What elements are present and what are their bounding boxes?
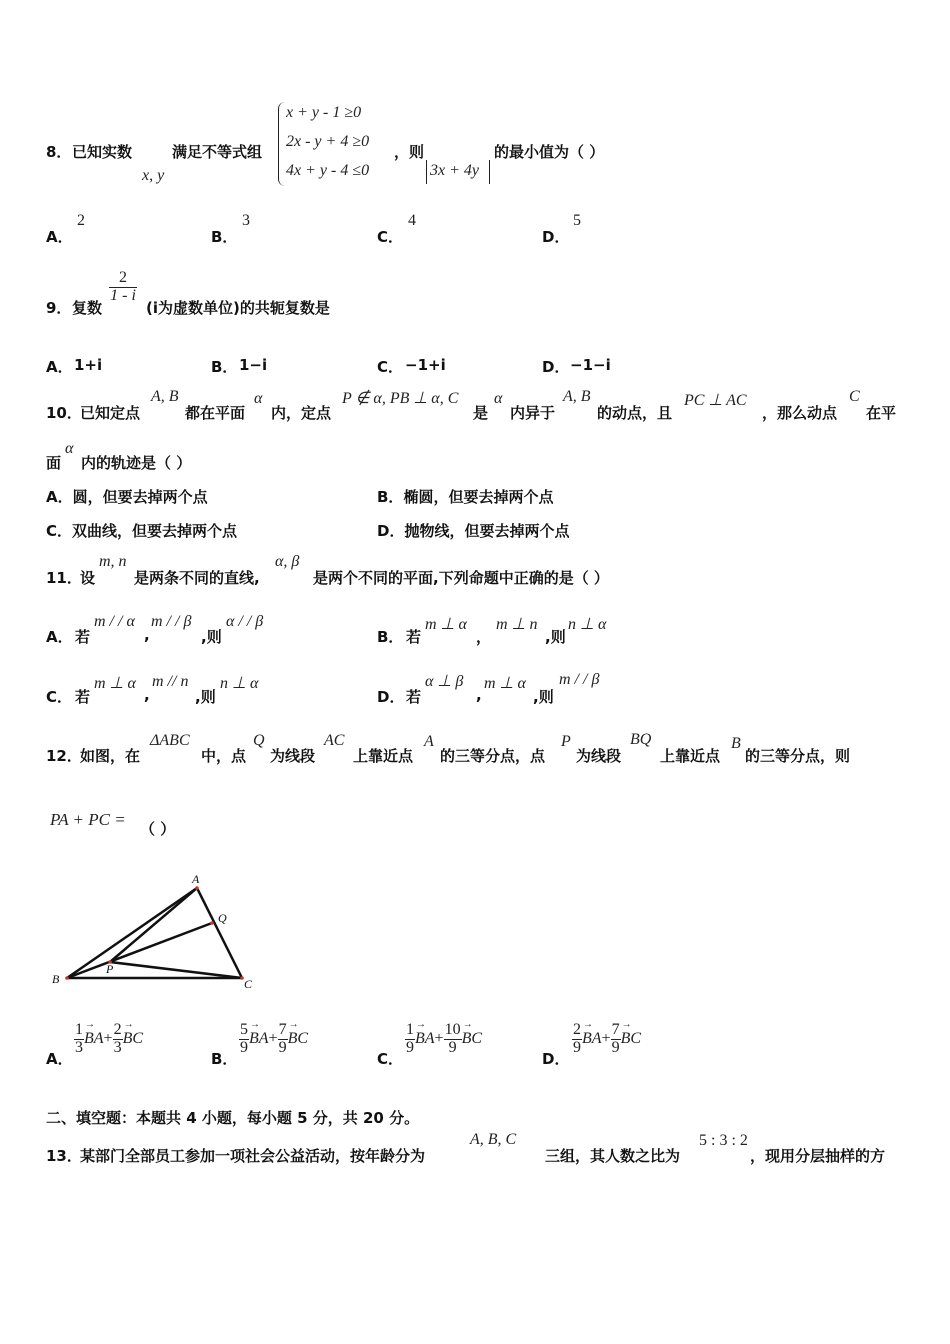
q10-option-a [46, 486, 208, 507]
q11-option-d-then: ,则 [533, 688, 554, 706]
q12-option-a-v1: → BA [84, 1030, 104, 1048]
q12-math-7: B [731, 735, 741, 752]
q9-number: 9． [46, 299, 72, 317]
q13-text-3: ，现用分层抽样的方 [750, 1147, 886, 1165]
q9-text-1: 复数 [72, 299, 103, 317]
q11-option-d-cond-3: m / / β [559, 671, 600, 688]
q11-option-b-cond-2: m ⊥ n [496, 616, 538, 633]
q8-option-b-value: 3 [242, 212, 250, 229]
q12-point-b [65, 976, 69, 980]
q12-option-c-d1: 9 [406, 1038, 414, 1056]
q8-option-d-value: 5 [573, 212, 581, 229]
q12-option-a-n1: 1 [75, 1021, 83, 1038]
q12-number: 12． [46, 747, 82, 765]
q8-text-4: 的最小值为（ ） [494, 143, 605, 161]
q12-option-d-v2: → BC [621, 1030, 641, 1048]
q12-option-c-v1: → BA [415, 1030, 435, 1048]
q11-option-d-cond-2: m ⊥ α [484, 675, 526, 692]
q12-option-b-plus: + [268, 1029, 278, 1047]
q12-option-a-n2: 2 [113, 1021, 122, 1038]
q9-option-a-label: A． [46, 358, 73, 376]
q12-option-c-d2: 9 [448, 1038, 457, 1056]
q12-text-7: 上靠近点 [660, 747, 721, 765]
q11-option-b-sep: ， [476, 628, 492, 646]
q12-option-b-d2: 9 [278, 1038, 287, 1056]
q12-option-c-label: C． [377, 1050, 404, 1068]
q13-text-2: 三组，其人数之比为 [545, 1147, 681, 1165]
q12-triangle-figure [40, 868, 270, 998]
q13-math-1: A, B, C [470, 1131, 517, 1148]
q12-text-4: 上靠近点 [353, 747, 414, 765]
q11-option-b-cond-1: m ⊥ α [425, 616, 467, 633]
q12-option-c-plus: + [434, 1029, 444, 1047]
q12-expression: PA + PC = [50, 810, 126, 829]
q8-option-d-label: D． [542, 228, 570, 246]
q12-point-a [195, 886, 199, 890]
q10-option-d-value: 抛物线，但要去掉两个点 [404, 522, 570, 540]
q11-option-d-ruo: 若 [406, 688, 422, 706]
section-2-title: 二、填空题：本题共 4 小题，每小题 5 分，共 20 分。 [46, 1109, 420, 1127]
q12-math-4: A [424, 733, 434, 750]
q11-option-d-label: D． [377, 688, 405, 706]
q12-segment-ac [197, 888, 242, 978]
q12-label-b: B [52, 972, 60, 986]
q10-option-a-value: 圆，但要去掉两个点 [72, 488, 208, 506]
q11-math-2: α, β [275, 553, 300, 570]
q10-text-7: ，那么动点 [762, 404, 838, 422]
q8-text-2: 满足不等式组 [172, 143, 263, 161]
q10-text-3: 内，定点 [271, 404, 332, 422]
q8-text-3: ，则 [394, 143, 425, 161]
q12-label-p: P [106, 962, 114, 976]
q11-option-c-cond-1: m ⊥ α [94, 675, 136, 692]
q8-system-brace [278, 102, 285, 186]
q12-option-b-v2: → BC [288, 1030, 308, 1048]
q12-option-b-n1: 5 [240, 1021, 248, 1038]
q12-label-a: A [192, 872, 200, 886]
q10-math-5: A, B [563, 388, 591, 405]
q11-option-a-label: A． [46, 628, 73, 646]
q10-math-6: PC ⊥ AC [684, 392, 747, 409]
q10-option-b-label: B． [377, 488, 404, 506]
q11-option-c-ruo: 若 [75, 688, 91, 706]
q12-option-b-n2: 7 [278, 1021, 287, 1038]
q11-text-3: 是两个不同的平面,下列命题中正确的是（ ） [313, 569, 609, 587]
q12-option-d-label: D． [542, 1050, 570, 1068]
q8-option-c-label: C． [377, 228, 404, 246]
q8-ineq-3: 4x + y - 4 ≤0 [286, 162, 370, 179]
q10-text-1: 已知定点 [80, 404, 141, 422]
q10-option-d [377, 520, 569, 541]
q10-option-c-value: 双曲线，但要去掉两个点 [72, 522, 238, 540]
q12-text-8: 的三等分点，则 [745, 747, 851, 765]
q10-math-4: α [494, 390, 503, 407]
q8-option-c-value: 4 [408, 212, 416, 229]
q12-segment-bq [67, 923, 212, 978]
q10-option-c-label: C． [46, 522, 73, 540]
q10-option-b [377, 486, 553, 507]
q12-option-b-d1: 9 [240, 1038, 248, 1056]
q9-fraction [105, 270, 141, 305]
q11-option-a-then: ,则 [201, 628, 222, 646]
q8-ineq-1: x + y - 1 ≥0 [286, 104, 362, 121]
q9-option-c-value: −1+i [405, 356, 446, 374]
q9-option-d-value: −1−i [570, 356, 611, 374]
q12-option-a-plus: + [103, 1029, 113, 1047]
q10-option-a-label: A． [46, 488, 73, 506]
q12-segment-pc [110, 962, 242, 978]
q11-option-b-then: ,则 [545, 628, 566, 646]
q12-option-d-v1: → BA [582, 1030, 602, 1048]
q11-option-c-label: C． [46, 688, 73, 706]
q13-math-2: 5 : 3 : 2 [699, 1132, 748, 1149]
q12-option-a-expr [74, 1022, 143, 1057]
q11-text-2: 是两条不同的直线, [134, 569, 260, 587]
q8-expr: 3x + 4y [430, 162, 479, 179]
q10-line2-a: 面 [46, 454, 62, 472]
q10-text-8: 在平 [866, 404, 897, 422]
q12-option-b-v1: → BA [249, 1030, 269, 1048]
q12-math-6: BQ [630, 731, 652, 748]
q10-text-6: 的动点，且 [597, 404, 673, 422]
q10-option-c [46, 520, 237, 541]
q12-option-a-d2: 3 [113, 1038, 122, 1056]
q11-option-b-label: B． [377, 628, 404, 646]
q8-vars: x, y [142, 167, 165, 184]
q8-ineq-2: 2x - y + 4 ≥0 [286, 133, 370, 150]
q8-option-a-value: 2 [77, 212, 85, 229]
q11-option-d-sep: , [476, 686, 482, 704]
q12-option-d-plus: + [601, 1029, 611, 1047]
q12-option-b-label: B． [211, 1050, 238, 1068]
q12-option-d-n2: 7 [611, 1021, 620, 1038]
q10-math-3: P ∉ α, PB ⊥ α, C [342, 390, 459, 407]
q10-math-1: A, B [151, 388, 179, 405]
q12-label-c: C [244, 977, 253, 991]
q12-option-a-d1: 3 [75, 1038, 83, 1056]
q11-option-a-sep: , [144, 626, 150, 644]
q9-option-a-value: 1+i [74, 356, 103, 374]
q12-option-a-v2: → BC [123, 1030, 143, 1048]
q12-text-2: 中，点 [201, 747, 247, 765]
q12-point-q [210, 921, 214, 925]
q12-option-c-n2: 10 [444, 1021, 461, 1038]
q11-option-c-sep: , [144, 686, 150, 704]
q8-option-a-label: A． [46, 228, 73, 246]
q10-option-d-label: D． [377, 522, 405, 540]
q9-text-2: (i为虚数单位)的共轭复数是 [146, 299, 330, 317]
q11-text-1: 设 [80, 569, 96, 587]
q12-option-d-d2: 9 [611, 1038, 620, 1056]
q9-option-b-label: B． [211, 358, 238, 376]
q12-option-c-n1: 1 [406, 1021, 414, 1038]
q10-math-7: C [849, 388, 860, 405]
q11-option-a-ruo: 若 [75, 628, 91, 646]
q12-label-q: Q [218, 911, 227, 925]
q12-option-c-expr [405, 1022, 482, 1057]
q12-segment-pa [110, 888, 197, 962]
q9-option-c-label: C． [377, 358, 404, 376]
q9-option-b-value: 1−i [239, 356, 268, 374]
q11-option-b-ruo: 若 [406, 628, 422, 646]
q12-option-d-d1: 9 [573, 1038, 581, 1056]
q8-number: 8． [46, 143, 72, 161]
q12-text-3: 为线段 [270, 747, 316, 765]
q12-option-a-label: A． [46, 1050, 73, 1068]
q11-option-c-cond-2: m // n [152, 673, 189, 690]
q9-frac-denominator: 1 - i [110, 286, 136, 304]
q11-option-c-then: ,则 [195, 688, 216, 706]
q11-math-1: m, n [99, 553, 127, 570]
q12-math-3: AC [324, 732, 345, 749]
q10-number: 10． [46, 404, 82, 422]
q13-text-1: 某部门全部员工参加一项社会公益活动，按年龄分为 [80, 1147, 426, 1165]
q11-option-d-cond-1: α ⊥ β [425, 673, 464, 690]
q12-text-5: 的三等分点，点 [440, 747, 546, 765]
q10-line2-b: 内的轨迹是（ ） [81, 454, 192, 472]
q11-option-a-cond-1: m / / α [94, 613, 135, 630]
q11-option-a-cond-2: m / / β [151, 613, 192, 630]
q11-option-a-cond-3: α / / β [226, 613, 264, 630]
q8-text-1: 已知实数 [72, 143, 133, 161]
q10-text-4: 是 [473, 404, 489, 422]
q10-text-2: 都在平面 [185, 404, 246, 422]
q10-option-b-value: 椭圆，但要去掉两个点 [403, 488, 554, 506]
q11-option-c-cond-3: n ⊥ α [220, 675, 259, 692]
q10-math-2: α [254, 390, 263, 407]
q12-paren: （ ） [140, 820, 176, 838]
q10-math-8: α [65, 440, 74, 457]
q12-option-d-expr [572, 1022, 641, 1057]
q9-option-d-label: D． [542, 358, 570, 376]
q11-option-b-cond-3: n ⊥ α [568, 616, 607, 633]
q12-option-b-expr [239, 1022, 308, 1057]
q9-frac-numerator: 2 [109, 270, 137, 288]
q12-option-d-n1: 2 [573, 1021, 581, 1038]
q13-number: 13． [46, 1147, 82, 1165]
q11-number: 11． [46, 569, 82, 587]
q12-text-1: 如图，在 [80, 747, 141, 765]
q12-math-2: Q [253, 732, 265, 749]
q12-text-6: 为线段 [576, 747, 622, 765]
q12-math-1: ΔABC [150, 732, 190, 749]
q12-option-c-v2: → BC [462, 1030, 482, 1048]
q10-text-5: 内异于 [510, 404, 556, 422]
q8-option-b-label: B． [211, 228, 238, 246]
q12-math-5: P [561, 733, 571, 750]
